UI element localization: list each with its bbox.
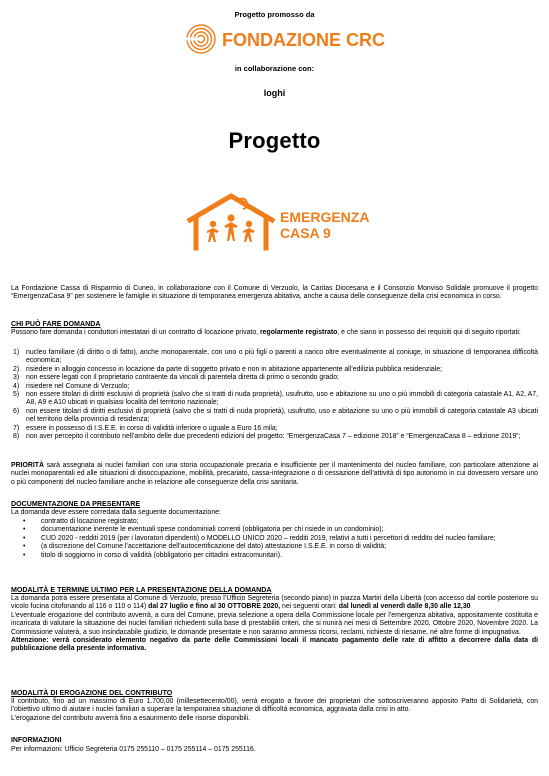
who-intro-a: Possono fare domanda i conduttori intestatari di un contratto di locazione privato,	[11, 329, 260, 336]
documents-heading: DOCUMENTAZIONE DA PRESENTARE	[11, 500, 141, 508]
submission-attention	[11, 637, 538, 654]
submission-paragraph-2: L’eventuale erogazione del contributo avverrà, a cura del Comune, previa selezione a opera della Commissione locale per l’emergenza abitativa, appositamente costituita e incaricata di valutare la situazione dei nuclei familiari richiedenti sulla base di prestabiliti criteri, che si riunirà nei mesi di Settembre 2020, Ottobre 2020, Novembre 2020. La Commissione valuterà, a suo insindacabile giudizio, le domande presentate e non saranno ammessi ricorsi, reclami, richieste di riesame, né altre forme di impugnativa.	[11, 611, 538, 636]
collaboration-text: in collaborazione con:	[234, 64, 315, 73]
list-item	[11, 518, 538, 526]
who-intro-bold: regolarmente registrato	[259, 329, 338, 336]
list-number: 2)	[13, 365, 20, 373]
list-text: non essere titolari di diritti esclusivi di proprietà (salvo che si tratti di nuda proprietà), usufrutto, uso e abitazione su uno o più immobili di categoria catastale A1, A2, A7, A8, A9 e A10 ubicati in qualsiasi località del territorio nazionale;	[26, 391, 538, 407]
who-can-apply-intro	[11, 329, 538, 337]
list-item	[11, 383, 538, 391]
documents-intro: La domanda deve essere corredata dalla seguente documentazione:	[11, 509, 221, 516]
list-item	[11, 433, 538, 441]
submission-text	[11, 595, 538, 654]
list-number: 5)	[13, 391, 20, 399]
emergenza-casa-logo	[186, 190, 370, 252]
list-text: non essere legati con il proprietario contraente da vincoli di parentela diretta di primo o secondo grado;	[26, 374, 339, 382]
list-text: nucleo familiare (di diritto o di fatto), anche monoparentale, con uno o più figli o parenti a carico oltre eventualmente al coniuge, in situazione di temporanea difficoltà economica;	[26, 349, 538, 365]
emergenza-line1: EMERGENZA	[280, 209, 370, 225]
bullet-icon: •	[23, 518, 26, 525]
bullet-icon: •	[23, 534, 26, 542]
disbursement-heading: MODALITÀ DI EROGAZIONE DEL CONTRIBUTO	[11, 689, 173, 697]
who-intro-b: , e che siano in possesso dei requisiti qui di seguito riportati:	[337, 329, 521, 336]
who-can-apply-heading: CHI PUÒ FARE DOMANDA	[11, 320, 101, 328]
list-item	[11, 425, 538, 433]
list-number: 3)	[13, 374, 20, 382]
bullet-icon: •	[23, 526, 26, 534]
promoted-by-text: Progetto promosso da	[234, 10, 315, 19]
list-item	[11, 552, 538, 560]
list-text: non aver percepito il contributo nell’ambito delle due precedenti edizioni del progetto: “EmergenzaCasa 7 – edizione 2018” e “EmergenzaCasa 8 – edizione 2019”;	[26, 433, 521, 441]
list-item	[11, 408, 538, 425]
list-text: titolo di soggiorno in corso di validità (obbligatorio per cittadini extracomunitari).	[41, 551, 282, 559]
submission-text-a: La domanda potrà essere presentata al Comune di Verzuolo, presso l’Ufficio Segreteria (secondo piano) in piazza Martiri della Libertà (con accesso dal cortile posteriore su vicolo fucina citofonando al 116 o 110 o 114)	[11, 595, 538, 611]
list-text: risiedere in alloggio concesso in locazione da parte di soggetto privato e non in abitazione appartenente all’edilizia pubblica residenziale;	[26, 365, 443, 373]
intro-paragraph: La Fondazione Cassa di Risparmio di Cuneo, in collaborazione con il Comune di Verzuolo, la Caritas Diocesana e il Consorzio Monviso Solidale promuove il progetto “EmergenzaCasa 9” per sostenere le famiglie in situazione di temporanea emergenza abitativa, anche a causa delle conseguenze della crisi economica in corso.	[11, 285, 538, 301]
list-text: contratto di locazione registrato;	[41, 518, 139, 525]
info-heading: INFORMAZIONI	[11, 737, 62, 744]
emergenza-line2: CASA 9	[280, 225, 331, 241]
list-number: 7)	[13, 424, 20, 432]
list-text: essere in possesso di I.S.E.E. in corso di validità inferiore o uguale a Euro 16 mila;	[26, 424, 278, 432]
list-number: 1)	[13, 349, 20, 356]
list-text: documentazione inerente le eventuali spese condominiali correnti (obbligatoria per chi risiede in un condominio);	[41, 526, 384, 534]
list-text: non essere titolari di diritti esclusivi di proprietà (salvo che si tratti di nuda proprietà), usufrutto, uso e abitazione su uno o più immobili di categoria catastale A3 ubicati nel territorio della provincia di residenza;	[26, 407, 538, 424]
fondazione-crc-logo	[186, 22, 385, 56]
attention-text: Attenzione: verrà considerato elemento negativo da parte delle Commissioni locali il mancato pagamento delle rate di affitto a decorrere dalla data di pubblicazione della presente informativa.	[11, 637, 538, 653]
submission-heading: MODALITÀ E TERMINE ULTIMO PER LA PRESENTAZIONE DELLA DOMANDA	[11, 586, 272, 594]
documents-list	[11, 518, 538, 560]
disbursement-paragraph-1: Il contributo, fino ad un massimo di Euro 1.700,00 (millesettecento/00), verrà erogato a favore dei proprietari che sottoscriveranno apposito Patto di Solidarietà, con l’obiettivo ultimo di aiutare i nuclei familiari a superare la temporanea situazione di difficoltà economica, aggravata dalla crisi in atto.	[11, 698, 538, 714]
bullet-icon: •	[23, 551, 26, 559]
list-item	[11, 526, 538, 534]
list-item	[11, 366, 538, 374]
list-item	[11, 535, 538, 543]
priority-paragraph	[11, 462, 538, 487]
bullet-icon: •	[23, 543, 26, 551]
submission-hours: dal lunedì al venerdì dalle 8,30 alle 12,30	[338, 603, 471, 611]
submission-dates: dal 27 luglio e fino al 30 OTTOBRE 2020,	[148, 603, 281, 611]
submission-text-b: nei seguenti orari:	[280, 603, 339, 611]
page-title: Progetto	[228, 128, 321, 153]
list-text: CUD 2020 - redditi 2019 (per i lavoratori dipendenti) o MODELLO UNICO 2020 – redditi 2019, relativi a tutti i percettori di reddito del nucleo familiare;	[41, 534, 496, 542]
crc-logo-text: FONDAZIONE CRC	[222, 30, 385, 50]
priority-label: PRIORITÀ	[11, 462, 44, 469]
priority-text: sarà assegnata ai nuclei familiari con una storia occupazionale precaria e insufficiente per il mantenimento del nucleo familiare, con particolare attenzione ai nuclei monoparentali ed alle situazioni di disoccupazione, mobilità, precariato, cassa-integrazione o di cessazione dell’attività di tipo autonomo in cui dovessero versare uno o più componenti del nucleo familiare anche in relazione alle conseguenze della crisi sanitaria.	[11, 462, 538, 486]
disbursement-text	[11, 698, 538, 723]
list-item	[11, 391, 538, 408]
list-number: 6)	[13, 407, 20, 415]
list-text: (a discrezione del Comune l’accettazione dell’autocertificazione del dato) attestazione I.S.E.E. in corso di validità;	[41, 543, 387, 551]
info-text: Per informazioni: Ufficio Segreteria 0175 255110 – 0175 255114 – 0175 255116.	[11, 746, 256, 753]
submission-paragraph-1	[11, 595, 538, 612]
list-number: 8)	[13, 433, 20, 441]
list-item	[11, 349, 538, 366]
list-item	[11, 374, 538, 382]
requirements-list	[11, 349, 538, 441]
list-number: 4)	[13, 382, 20, 390]
disbursement-paragraph-2: L’erogazione del contributo avverrà fino a esaurimento delle risorse disponibili.	[11, 714, 251, 722]
list-item	[11, 543, 538, 551]
list-text: risiedere nel Comune di Verzuolo;	[26, 382, 130, 390]
loghi-text: loghi	[263, 88, 286, 98]
